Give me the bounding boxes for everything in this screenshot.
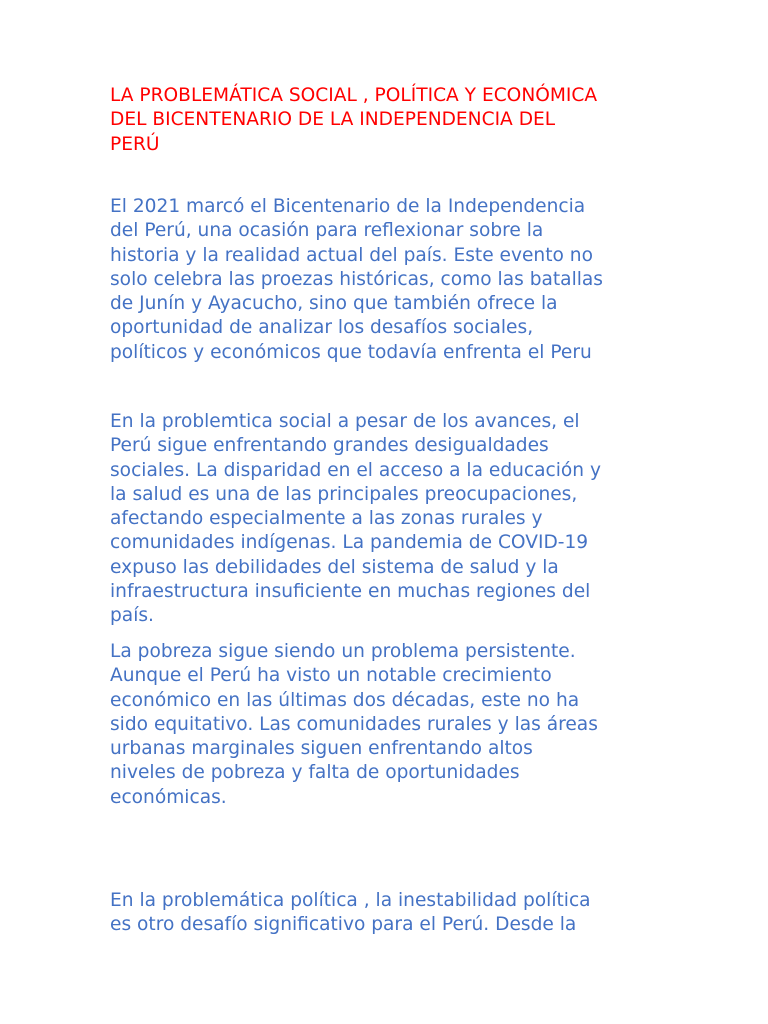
paragraph-bicentenario-intro: El 2021 marcó el Bicentenario de la Independencia del Perú, una ocasión para reflexionar sobre la historia y la realidad actual del país. Este evento no solo celebra las proezas históricas, como las batallas de Junín y Ayacucho, sino que también ofrece la oportunidad de analizar los desafíos sociales, políticos y económicos que todavía enfrenta el Peru <box>110 196 603 363</box>
document-title: LA PROBLEMÁTICA SOCIAL , POLÍTICA Y ECONÓMICA DEL BICENTENARIO DE LA INDEPENDENCIA DEL PERÚ <box>110 85 598 155</box>
paragraph-problematica-politica: En la problemática política , la inestabilidad política es otro desafío significativo para el Perú. Desde la <box>110 890 591 936</box>
paragraph-pobreza: La pobreza sigue siendo un problema persistente. Aunque el Perú ha visto un notable crecimiento económico en las últimas dos décadas, este no ha sido equitativo. Las comunidades rurales y las áreas urbanas marginales siguen enfrentando altos niveles de pobreza y falta de oportunidades económicas. <box>110 641 598 808</box>
paragraph-problematica-social: En la problemtica social a pesar de los avances, el Perú sigue enfrentando grandes desigualdades sociales. La disparidad en el acceso a la educación y la salud es una de las principales preocupaciones, afectando especialmente a las zonas rurales y comunidades indígenas. La pandemia de COVID-19 expuso las debilidades del sistema de salud y la infraestructura insuficiente en muchas regiones del país. <box>110 411 601 627</box>
